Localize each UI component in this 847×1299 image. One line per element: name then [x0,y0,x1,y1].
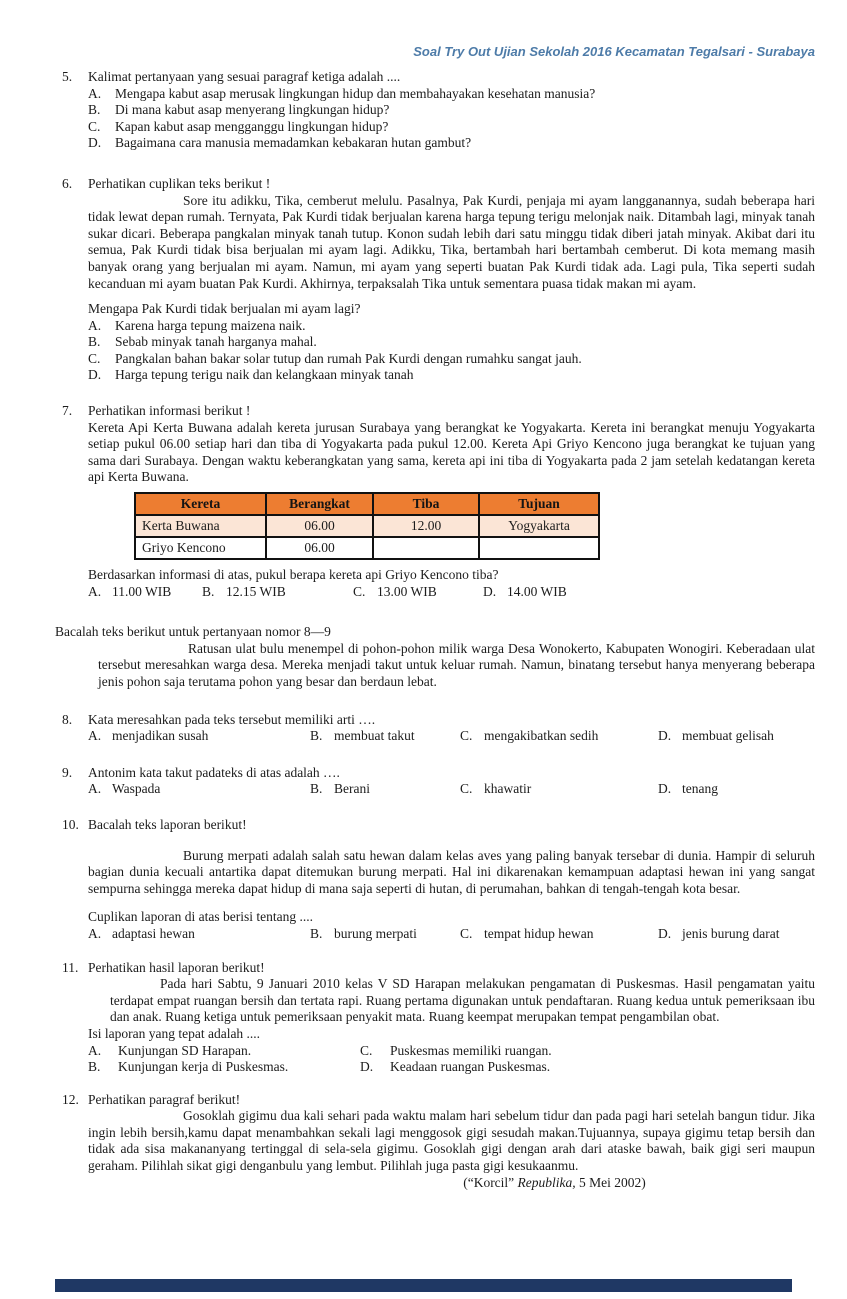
option-text: Berani [334,781,370,797]
option-letter: D. [88,367,102,383]
question-number: 12. [62,1091,79,1107]
question-heading: Perhatikan hasil laporan berikut! [88,959,265,975]
option-text: Kunjungan kerja di Puskesmas. [118,1059,289,1075]
question-number: 5. [62,68,73,84]
option-a [88,728,310,745]
option-text: adaptasi hewan [112,925,195,941]
option-letter: A. [88,583,102,599]
question-prompt: Berdasarkan informasi di atas, pukul berapa kereta api Griyo Kencono tiba? [88,567,499,583]
question-body [88,176,815,384]
question-heading: Perhatikan cuplikan teks berikut ! [88,175,271,191]
option-d [658,926,815,943]
table-cell: Griyo Kencono [135,537,266,559]
table-cell [373,537,479,559]
question-number: 7. [62,403,73,419]
option-letter: A. [88,317,102,333]
option-c [353,584,483,601]
passage: Sore itu adikku, Tika, cemberut melulu. Pasalnya, Pak Kurdi, penjaja mi ayam langganannya, sudah beberapa hari tidak lewat depan rumah. Ternyata, Pak Kurdi tidak berjualan karena harga tepung terigu melonjak naik. Ditambah lagi, minyak tanah sukar dicari. Beberapa pangkalan minyak tanah tutup. Konon sudah lebih dari satu minggu tidak diberi jatah minyak. Akibat dari itu semua, Pak Kurdi tidak bisa berjualan mi ayam lagi. Adikku, Tika, bertambah hari bertambah cemberut. Di kota memang masih banyak orang yang berjualan mi ayam. Namun, mi ayam yang seperti buatan Pak Kurdi tidak ada. Lagi pula, Tika seperti sudah kecanduan mi ayam buatan Pak Kurdi. Akhirnya, terpaksalah Tika untuk sementara puasa tidak makan mi ayam. [88,192,815,291]
passage: Gosoklah gigimu dua kali sehari pada waktu malam hari sebelum tidur dan pada pagi hari setelah bangun tidur. Jika ingin lebih bersih,kamu dapat menambahkan sekali lagi menggosok gigi sesudah makan.Tujuannya, supaya gigimu tetap bersih dan tidak ada sisa makananyang tertinggal di sela-sela gigimu. Gosoklah gigi dengan arah dari ataske bawah, baik gigi seri maupun geraham. Pilihlah sikat gigi denganbulu yang lembut. Pilihlah juga pasta gigi kesukaanmu. [88,1108,815,1174]
option-d [88,367,815,384]
table-header-tiba: Tiba [373,493,479,515]
option-b [310,781,460,798]
citation-suffix: 5 Mei 2002) [575,1174,646,1190]
option-a [88,584,202,601]
option-c [460,728,658,745]
question-prompt: Isi laporan yang tepat adalah .... [88,1025,261,1041]
page-header-title: Soal Try Out Ujian Sekolah 2016 Kecamatan Tegalsari - Surabaya [413,44,815,59]
question-heading: Perhatikan paragraf berikut! [88,1091,241,1107]
option-letter: A. [88,85,102,101]
table-row [135,515,599,537]
question-12 [62,1092,815,1192]
option-text: tenang [682,781,718,797]
option-a [88,86,815,103]
option-d [658,728,815,745]
option-text: Mengapa kabut asap merusak lingkungan hidup dan membahayakan kesehatan manusia? [115,85,596,101]
question-5 [62,69,815,152]
option-text: Karena harga tepung maizena naik. [115,317,306,333]
question-prompt: Cuplikan laporan di atas berisi tentang .... [88,909,313,925]
question-8 [62,712,815,745]
citation-prefix: (“Korcil” [463,1174,518,1190]
option-letter: B. [88,334,101,350]
options-row [88,781,815,798]
question-body [88,403,815,600]
option-letter: A. [88,1042,102,1058]
table-cell: Yogyakarta [479,515,599,537]
question-prompt: Kata meresahkan pada teks tersebut memiliki arti …. [88,711,376,727]
question-7 [62,403,815,600]
table-cell: 06.00 [266,515,373,537]
footer-bar [55,1279,792,1292]
option-text: Waspada [112,781,161,797]
option-text: khawatir [484,781,532,797]
option-c [360,1043,815,1060]
question-body [88,1092,815,1192]
option-b [88,102,815,119]
question-prompt: Antonim kata takut padateks di atas adalah …. [88,764,340,780]
question-body [88,960,815,1076]
option-text: 14.00 WIB [507,583,567,599]
option-text: 12.15 WIB [226,583,286,599]
table-header-kereta: Kereta [135,493,266,515]
question-body [88,765,815,798]
question-number: 10. [62,816,79,832]
option-letter: C. [88,118,101,134]
option-letter: D. [658,781,672,797]
question-body [88,817,815,943]
table-cell [479,537,599,559]
option-letter: B. [88,102,101,118]
option-text: Sebab minyak tanah harganya mahal. [115,334,317,350]
question-9 [62,765,815,798]
question-heading: Bacalah teks laporan berikut! [88,816,247,832]
table-header-tujuan: Tujuan [479,493,599,515]
question-number: 9. [62,764,73,780]
question-10 [62,817,815,943]
question-body [88,712,815,745]
option-text: Pangkalan bahan bakar solar tutup dan rumah Pak Kurdi dengan rumahku sangat jauh. [115,350,582,366]
option-c [460,781,658,798]
option-letter: C. [460,728,473,744]
option-letter: A. [88,925,102,941]
option-c [88,351,815,368]
option-d [88,135,815,152]
option-text: membuat gelisah [682,728,774,744]
option-d [658,781,815,798]
option-letter: A. [88,728,102,744]
option-text: jenis burung darat [682,925,780,941]
option-letter: D. [360,1059,374,1075]
option-letter: B. [202,583,215,599]
options-row [88,1043,815,1060]
options-row [88,584,815,601]
option-letter: C. [353,583,366,599]
question-number: 6. [62,175,73,191]
passage: Kereta Api Kerta Buwana adalah kereta jurusan Surabaya yang berangkat ke Yogyakarta. Kereta ini berangkat menuju Yogyakarta setiap pukul 06.00 setiap hari dan tiba di Yogyakarta pada pukul 12.00. Kereta Api Griyo Kencono juga berangkat ke tujuan yang sama dari Surabaya. Dengan waktu keberangkatan yang sama, kereta api ini tiba di Yogyakarta pada 2 jam setelah kedatangan kereta api Kerta Buwana. [88,419,815,485]
citation-source: Republika, [517,1174,576,1190]
section-8-9 [55,624,815,690]
passage: Ratusan ulat bulu menempel di pohon-pohon milik warga Desa Wonokerto, Kabupaten Wonogiri. Keberadaan ulat tersebut meresahkan warga desa. Mereka menjadi takut untuk keluar rumah. Namun, binatang tersebut hanya menyerang beberapa jenis pohon saja terutama pohon yang besar dan berdaun lebat. [98,640,815,690]
option-b [202,584,353,601]
question-6 [62,176,815,384]
option-letter: D. [88,135,102,151]
option-a [88,318,815,335]
option-letter: D. [658,925,672,941]
option-b [310,728,460,745]
options-row [88,728,815,745]
option-letter: C. [460,781,473,797]
option-text: mengakibatkan sedih [484,728,599,744]
table-header-berangkat: Berangkat [266,493,373,515]
option-c [460,926,658,943]
passage: Pada hari Sabtu, 9 Januari 2010 kelas V SD Harapan melakukan pengamatan di Puskesmas. Hasil pengamatan yaitu terdapat empat ruangan bersih dan tertata rapi. Ruang pertama digunakan untuk pendaftaran. Ruang kedua untuk pemeriksaan ibu dan anak. Ruang ketiga untuk pemeriksaan penyakit mata. Ruang keempat merupakan tempat pengambilan obat. [110,976,815,1025]
question-number: 11. [62,959,79,975]
option-text: Keadaan ruangan Puskesmas. [390,1059,551,1075]
passage: Burung merpati adalah salah satu hewan dalam kelas aves yang paling banyak tersebar di dunia. Hampir di seluruh bagian dunia kecuali antartika dapat ditemukan burung merpati. Hal ini dikarenakan kemampuan adaptasi hewan ini yang sangat sempurna sehingga mereka dapat hidup di mana saja seperti di hutan, di perumahan, bahkan di tengah-tengah kota besar. [88,847,815,896]
question-11 [62,960,815,1076]
options-row [88,1059,815,1076]
option-letter: C. [360,1042,373,1058]
option-letter: C. [460,925,473,941]
citation [294,1175,815,1192]
option-a [88,781,310,798]
question-prompt: Mengapa Pak Kurdi tidak berjualan mi ayam lagi? [88,301,361,317]
option-letter: C. [88,350,101,366]
train-schedule-table [134,492,600,560]
question-heading: Perhatikan informasi berikut ! [88,403,251,419]
option-text: Kunjungan SD Harapan. [118,1042,252,1058]
option-text: burung merpati [334,925,417,941]
option-letter: B. [310,925,323,941]
option-b [310,926,460,943]
option-text: menjadikan susah [112,728,209,744]
option-text: 13.00 WIB [377,583,437,599]
option-text: Kapan kabut asap mengganggu lingkungan hidup? [115,118,389,134]
table-cell: 06.00 [266,537,373,559]
option-text: membuat takut [334,728,415,744]
table-header-row [135,493,599,515]
option-letter: D. [658,728,672,744]
option-a [88,926,310,943]
option-d [483,584,815,601]
option-text: Di mana kabut asap menyerang lingkungan hidup? [115,102,390,118]
option-b [88,334,815,351]
question-number: 8. [62,711,73,727]
option-text: 11.00 WIB [112,583,172,599]
option-a [88,1043,360,1060]
option-d [360,1059,815,1076]
table-cell: 12.00 [373,515,479,537]
option-text: Bagaimana cara manusia memadamkan kebakaran hutan gambut? [115,135,472,151]
option-letter: B. [310,728,323,744]
option-text: Puskesmas memiliki ruangan. [390,1042,552,1058]
option-text: Harga tepung terigu naik dan kelangkaan minyak tanah [115,367,414,383]
option-letter: B. [88,1059,101,1075]
option-c [88,119,815,136]
table-row [135,537,599,559]
option-letter: D. [483,583,497,599]
options-row [88,926,815,943]
table-cell: Kerta Buwana [135,515,266,537]
option-letter: A. [88,781,102,797]
option-letter: B. [310,781,323,797]
option-b [88,1059,360,1076]
question-body [88,69,815,152]
section-heading: Bacalah teks berikut untuk pertanyaan nomor 8—9 [55,624,331,640]
option-text: tempat hidup hewan [484,925,594,941]
question-prompt: Kalimat pertanyaan yang sesuai paragraf ketiga adalah .... [88,68,401,84]
